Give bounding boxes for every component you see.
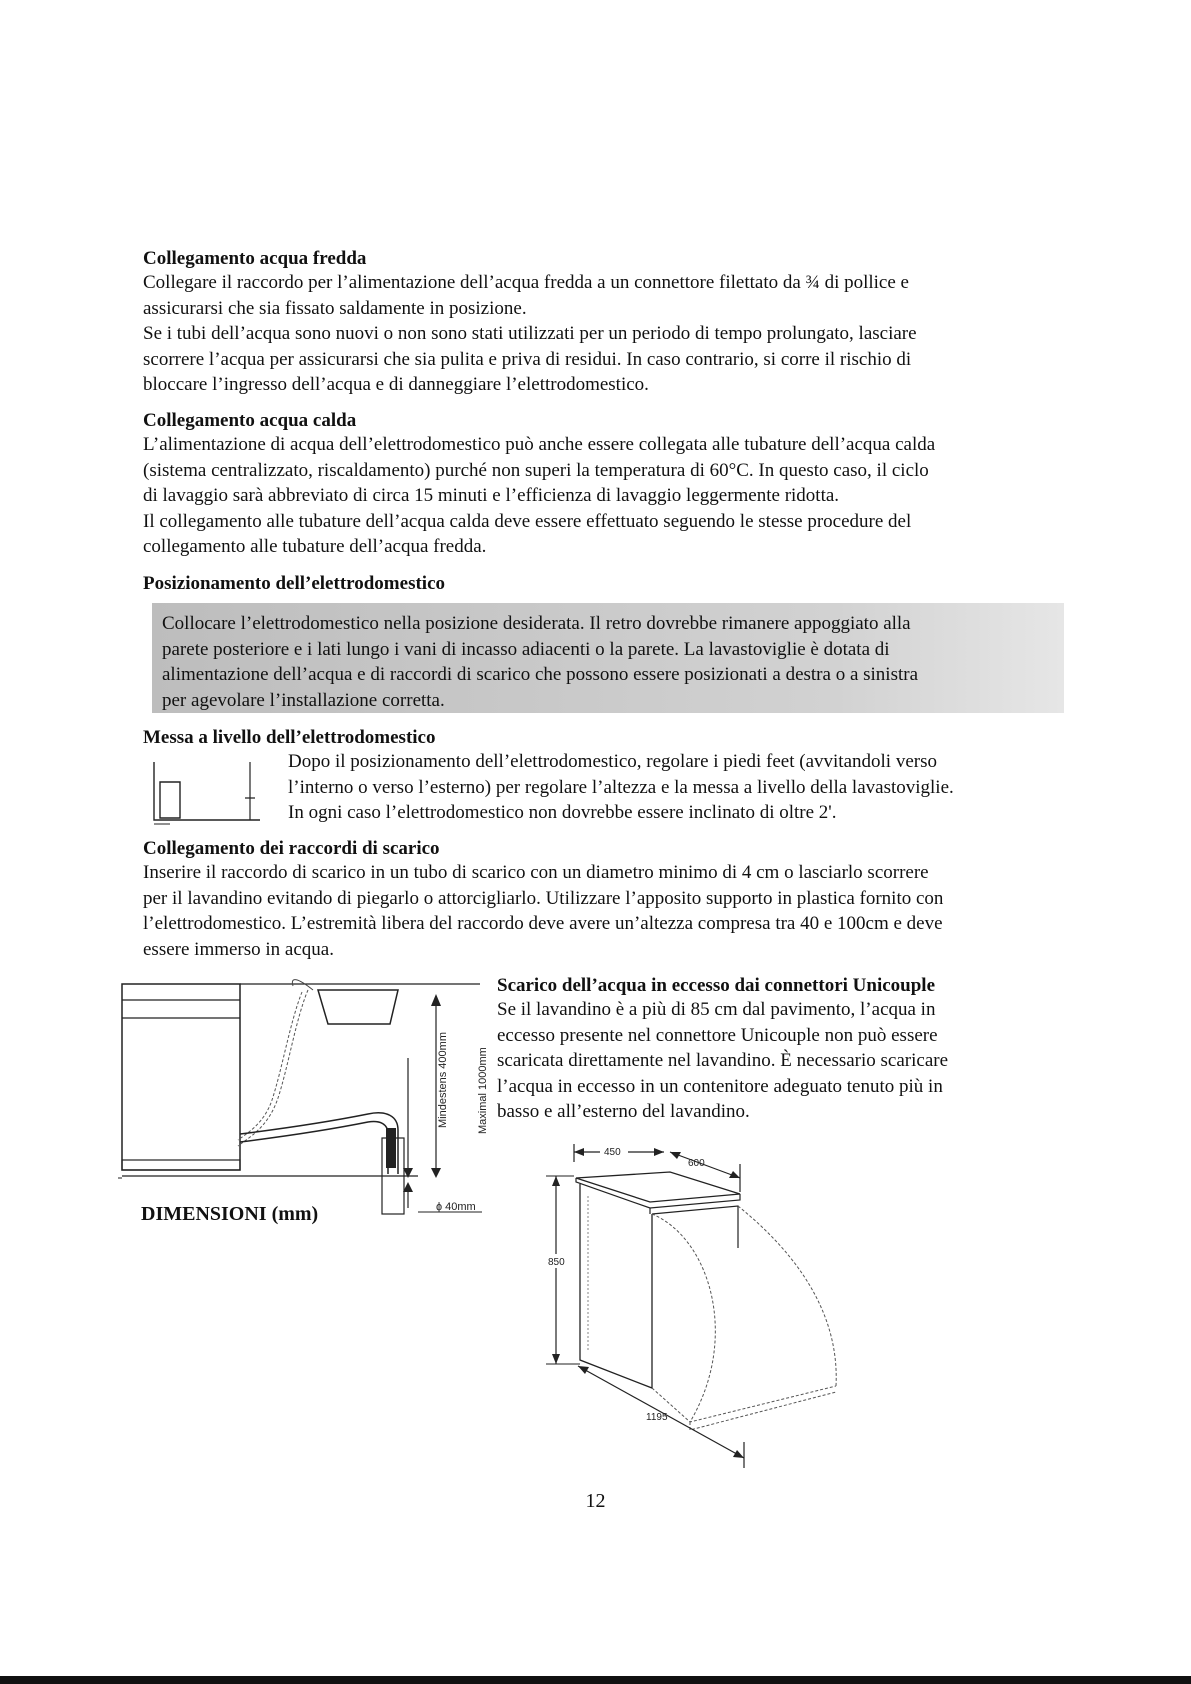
page-number: 12 [585, 1490, 606, 1512]
text-line: l’interno o verso l’esterno) per regolare l’altezza e la messa a livello della lavastoviglie. [288, 776, 954, 798]
text-line: collegamento alle tubature dell’acqua fredda. [143, 536, 487, 557]
text-line: eccesso presente nel connettore Unicouple non può essere [497, 1024, 938, 1046]
text-line: Se i tubi dell’acqua sono nuovi o non sono stati utilizzati per un periodo di tempo prolungato, lasciare [143, 323, 917, 344]
heading-hot-water: Collegamento acqua calda [143, 410, 357, 431]
sink-bowl [318, 990, 398, 1024]
text-line: alimentazione dell’acqua e di raccordi di scarico che possono essere posizionati a destra o a sinistra [162, 664, 919, 685]
heading-leveling: Messa a livello dell’elettrodomestico [143, 727, 436, 748]
drain-installation-diagram [118, 978, 510, 1216]
text-line: essere immerso in acqua. [143, 938, 334, 960]
dimensions-title: DIMENSIONI (mm) [141, 1203, 319, 1225]
text-line: Il collegamento alle tubature dell’acqua calda deve essere effettuato seguendo le stesse procedure del [143, 510, 912, 532]
text-line: scaricata direttamente nel lavandino. È necessario scaricare [497, 1050, 949, 1071]
pipe-diameter-label: ɸ 40mm [436, 1201, 476, 1213]
heading-unicouple: Scarico dell’acqua in eccesso dai connettori Unicouple [497, 975, 936, 996]
text-line: parete posteriore e i lati lungo i vani di incasso adiacenti o la parete. La lavastoviglie è dotata di [162, 638, 890, 660]
text-line: basso e all’esterno del lavandino. [497, 1101, 750, 1122]
paragraph-cold-water [143, 270, 1063, 398]
heading-cold-water: Collegamento acqua fredda [143, 248, 367, 269]
text-line: Dopo il posizionamento dell’elettrodomestico, regolare i piedi feet (avvitandoli verso [288, 751, 937, 772]
text-line: Inserire il raccordo di scarico in un tubo di scarico con un diametro minimo di 4 cm o lasciarlo scorrere [143, 862, 929, 883]
text-line: Se il lavandino è a più di 85 cm dal pavimento, l’acqua in [497, 999, 936, 1020]
paragraph-unicouple [497, 997, 1077, 1125]
text-line: bloccare l’ingresso dell’acqua e di danneggiare l’elettrodomestico. [143, 374, 649, 395]
paragraph-hot-water [143, 432, 1063, 560]
heading-positioning: Posizionamento dell’elettrodomestico [143, 573, 445, 594]
text-line: Collocare l’elettrodomestico nella posizione desiderata. Il retro dovrebbe rimanere appoggiato alla [162, 613, 911, 634]
text-line: scorrere l’acqua per assicurarsi che sia pulita e priva di residui. In caso contrario, si corre il rischio di [143, 348, 912, 370]
text-line: per agevolare l’installazione corretta. [162, 689, 445, 711]
dishwasher-outline [122, 984, 240, 1170]
bottom-scan-border [0, 1676, 1191, 1684]
text-line: di lavaggio sarà abbreviato di circa 15 minuti e l’efficienza di lavaggio leggermente ridotta. [143, 485, 840, 506]
depth-label: 600 [688, 1158, 705, 1169]
text-line: l’elettrodomestico. L’estremità libera del raccordo deve avere un’altezza compresa tra 40 e 100cm e deve [143, 913, 943, 934]
text-line: In ogni caso l’elettrodomestico non dovrebbe essere inclinato di oltre 2'. [288, 802, 837, 823]
dimensions-diagram [540, 1138, 850, 1482]
paragraph-positioning [162, 611, 1062, 713]
door-open-depth-label: 1195 [646, 1412, 668, 1423]
paragraph-leveling [288, 749, 1068, 826]
height-label: 850 [548, 1257, 565, 1268]
min-height-label: Mindestens 400mm [437, 1032, 449, 1128]
text-line: Collegare il raccordo per l’alimentazione dell’acqua fredda a un connettore filettato da ¾ di pollice e [143, 272, 909, 293]
text-line: L’alimentazione di acqua dell’elettrodomestico può anche essere collegata alle tubature dell’acqua calda [143, 434, 936, 455]
text-line: per il lavandino evitando di piegarlo o attorcigliarlo. Utilizzare l’apposito supporto in plastica fornito con [143, 887, 944, 909]
text-line: assicurarsi che sia fissato saldamente in posizione. [143, 297, 527, 319]
text-line: l’acqua in eccesso in un contenitore adeguato tenuto più in [497, 1075, 943, 1097]
leveling-feet-icon [150, 760, 270, 828]
width-label: 450 [604, 1147, 621, 1158]
max-height-label: Maximal 1000mm [477, 1047, 489, 1134]
text-line: (sistema centralizzato, riscaldamento) purché non superi la temperatura di 60°C. In questo caso, il ciclo [143, 459, 929, 481]
paragraph-drain [143, 860, 1063, 962]
heading-drain: Collegamento dei raccordi di scarico [143, 838, 440, 859]
